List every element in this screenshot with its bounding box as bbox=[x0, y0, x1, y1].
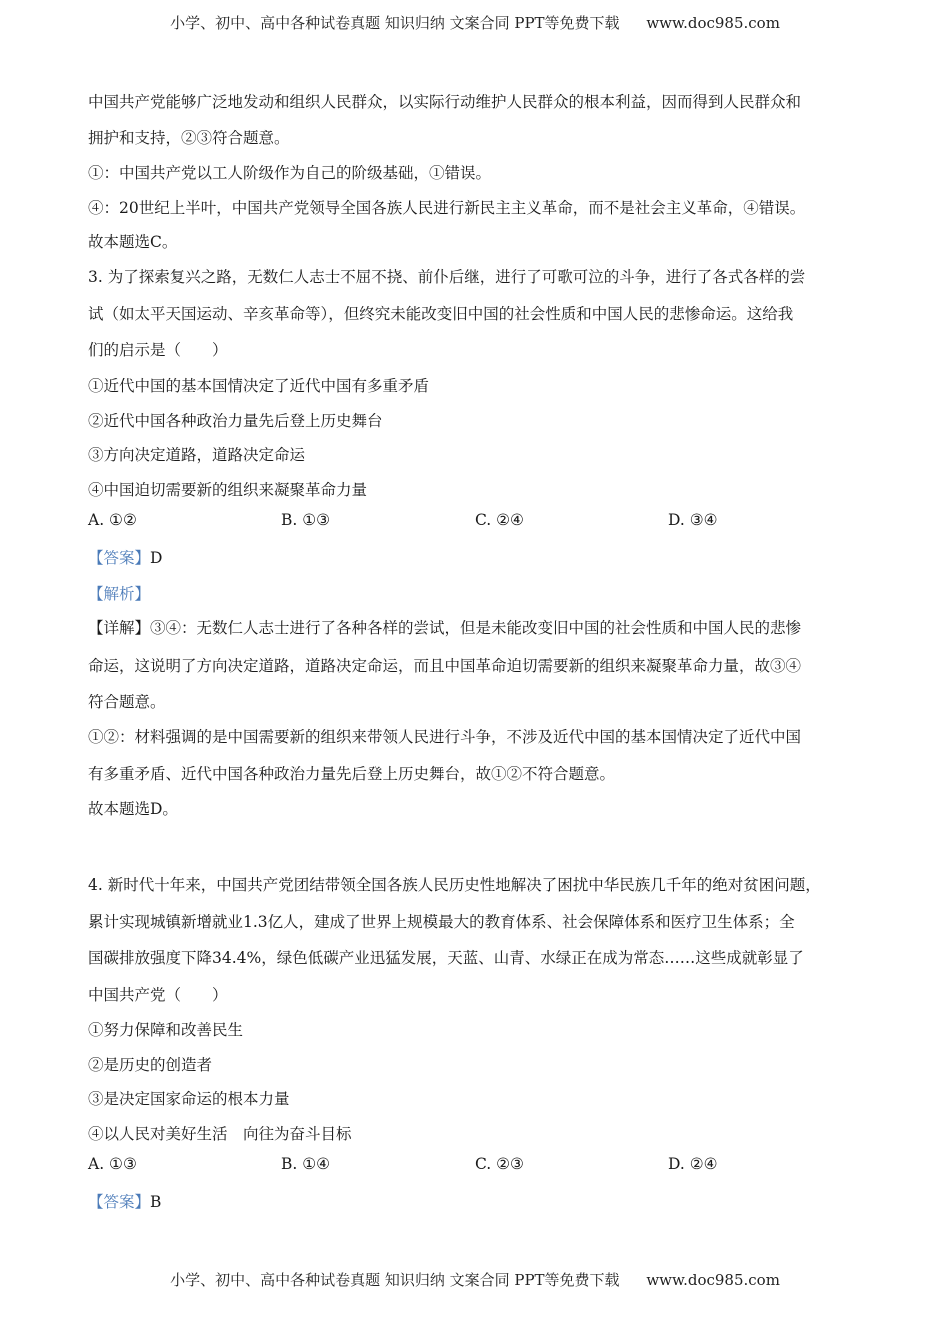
q4-option-c: C. ②③ bbox=[475, 1155, 524, 1173]
q3-answer-tag: 【答案】 bbox=[88, 549, 151, 567]
q4-option-a: A. ①③ bbox=[88, 1155, 137, 1173]
body-line-2: 拥护和支持，②③符合题意。 bbox=[88, 129, 290, 147]
q4-answer-tag: 【答案】 bbox=[88, 1193, 151, 1211]
q3-stem-2: 试（如太平天国运动、辛亥革命等），但终究未能改变旧中国的社会性质和中国人民的悲惨命运。这给我 bbox=[88, 305, 794, 323]
q3-item-1: ①近代中国的基本国情决定了近代中国有多重矛盾 bbox=[88, 377, 430, 395]
body-line-5: 故本题选C。 bbox=[88, 233, 178, 251]
q3-item-3: ③方向决定道路，道路决定命运 bbox=[88, 446, 306, 464]
q3-answer-value: D bbox=[150, 549, 163, 567]
body-line-3: ①：中国共产党以工人阶级作为自己的阶级基础，①错误。 bbox=[88, 164, 492, 182]
q3-option-a: A. ①② bbox=[88, 511, 137, 529]
q3-item-4: ④中国迫切需要新的组织来凝聚革命力量 bbox=[88, 481, 368, 499]
body-line-1: 中国共产党能够广泛地发动和组织人民群众，以实际行动维护人民群众的根本利益，因而得到人民群众和 bbox=[88, 93, 802, 111]
q3-detail-4: ①②：材料强调的是中国需要新的组织来带领人民进行斗争，不涉及近代中国的基本国情决定了近代中国 bbox=[88, 728, 802, 746]
q3-stem-1: 3. 为了探索复兴之路，无数仁人志士不屈不挠、前仆后继，进行了可歌可泣的斗争，进行了各式各样的尝 bbox=[88, 268, 806, 286]
q3-detail-5: 有多重矛盾、近代中国各种政治力量先后登上历史舞台，故①②不符合题意。 bbox=[88, 765, 616, 783]
q3-detail-3: 符合题意。 bbox=[88, 693, 166, 711]
q4-item-3: ③是决定国家命运的根本力量 bbox=[88, 1090, 290, 1108]
q3-analysis bbox=[88, 582, 150, 604]
q3-detail-tag: 【详解】 bbox=[88, 619, 151, 637]
page-footer bbox=[0, 1269, 950, 1290]
q4-answer bbox=[88, 1190, 161, 1212]
q3-option-c: C. ②④ bbox=[475, 511, 524, 529]
q3-option-d: D. ③④ bbox=[668, 511, 718, 529]
q4-stem-3: 国碳排放强度下降34.4%，绿色低碳产业迅猛发展，天蓝、山青、水绿正在成为常态……这些成就彰显了 bbox=[88, 949, 804, 967]
body-line-4: ④：20世纪上半叶，中国共产党领导全国各族人民进行新民主主义革命，而不是社会主义革命，④错误。 bbox=[88, 199, 806, 217]
footer-site: www.doc985.com bbox=[646, 1271, 780, 1289]
q3-detail-2: 命运，这说明了方向决定道路，道路决定命运，而且中国革命迫切需要新的组织来凝聚革命力量，故③④ bbox=[88, 657, 802, 675]
q4-item-2: ②是历史的创造者 bbox=[88, 1056, 213, 1074]
q4-item-1: ①努力保障和改善民生 bbox=[88, 1021, 244, 1039]
q3-option-b: B. ①③ bbox=[281, 511, 331, 529]
q4-stem-2: 累计实现城镇新增就业1.3亿人，建成了世界上规模最大的教育体系、社会保障体系和医疗卫生体系；全 bbox=[88, 913, 795, 931]
q3-answer bbox=[88, 546, 162, 568]
page-header bbox=[0, 12, 950, 33]
footer-text: 小学、初中、高中各种试卷真题 知识归纳 文案合同 PPT等免费下载 bbox=[170, 1271, 620, 1289]
q4-item-4: ④以人民对美好生活 向往为奋斗目标 bbox=[88, 1125, 352, 1143]
q3-detail-text-1: ③④：无数仁人志士进行了各种各样的尝试，但是未能改变旧中国的社会性质和中国人民的悲惨 bbox=[150, 619, 802, 637]
q4-stem-1: 4. 新时代十年来，中国共产党团结带领全国各族人民历史性地解决了困扰中华民族几千年的绝对贫困问题， bbox=[88, 876, 821, 894]
q4-option-d: D. ②④ bbox=[668, 1155, 718, 1173]
q3-detail-1 bbox=[88, 616, 801, 638]
q3-analysis-tag: 【解析】 bbox=[88, 585, 151, 603]
q3-conclusion: 故本题选D。 bbox=[88, 800, 178, 818]
header-text: 小学、初中、高中各种试卷真题 知识归纳 文案合同 PPT等免费下载 bbox=[170, 14, 620, 32]
q3-item-2: ②近代中国各种政治力量先后登上历史舞台 bbox=[88, 412, 383, 430]
header-site: www.doc985.com bbox=[646, 14, 780, 32]
q3-stem-3: 们的启示是（ ） bbox=[88, 341, 228, 359]
q4-answer-value: B bbox=[150, 1193, 162, 1211]
q4-option-b: B. ①④ bbox=[281, 1155, 331, 1173]
q4-stem-4: 中国共产党（ ） bbox=[88, 986, 228, 1004]
